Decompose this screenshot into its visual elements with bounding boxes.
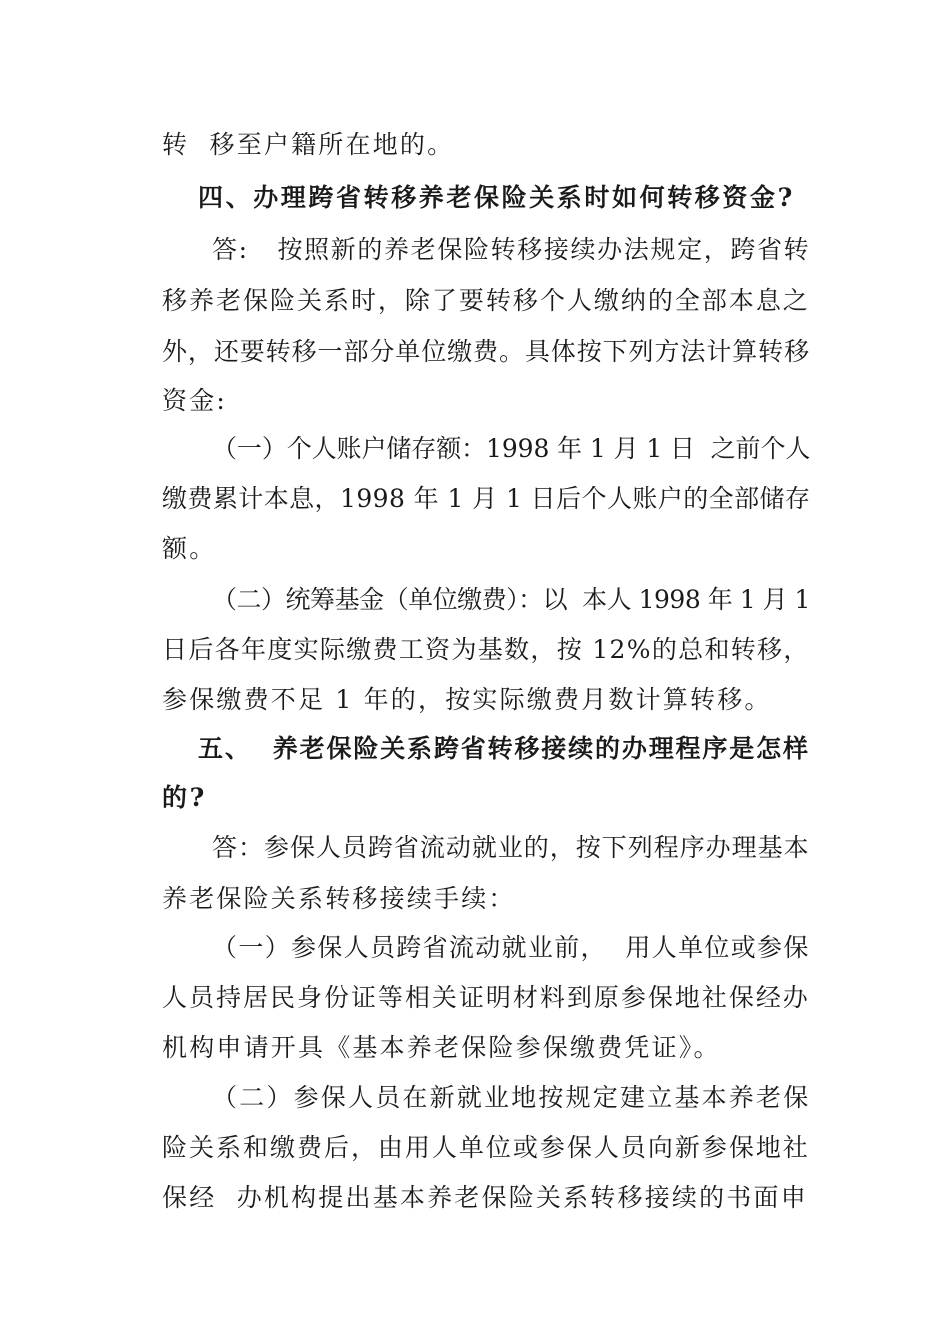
body-line: 外，还要转移一部分单位缴费。具体按下列方法计算转移 xyxy=(162,337,811,366)
answer-line: 答：参保人员跨省流动就业的，按下列程序办理基本 xyxy=(212,833,810,862)
section-heading-5-cont: 的? xyxy=(162,783,207,812)
body-line: 转 移至户籍所在地的。 xyxy=(162,130,455,159)
section-heading-5: 五、 养老保险关系跨省转移接续的办理程序是怎样 xyxy=(198,734,810,763)
list-item-line: （二）参保人员在新就业地按规定建立基本养老保 xyxy=(212,1083,811,1112)
body-line: 养老保险关系转移接续手续： xyxy=(162,884,516,913)
body-line: 参保缴费不足 1 年的，按实际缴费月数计算转移。 xyxy=(162,685,772,714)
body-line: 日后各年度实际缴费工资为基数，按 12%的总和转移， xyxy=(162,635,810,664)
body-line: 险关系和缴费后，由用人单位或参保人员向新参保地社 xyxy=(162,1133,810,1162)
body-line: 缴费累计本息，1998 年 1 月 1 日后个人账户的全部储存 xyxy=(162,484,811,513)
body-line: 额。 xyxy=(162,534,217,563)
body-line: 移养老保险关系时，除了要转移个人缴纳的全部本息之 xyxy=(162,286,810,315)
body-line: 人员持居民身份证等相关证明材料到原参保地社保经办 xyxy=(162,983,810,1012)
body-line: 机构申请开具《基本养老保险参保缴费凭证》。 xyxy=(162,1033,721,1062)
list-item-line: （二）统筹基金（单位缴费）：以 本人 1998 年 1 月 1 xyxy=(212,585,810,614)
body-line: 保经 办机构提出基本养老保险关系转移接续的书面申 xyxy=(162,1183,808,1212)
list-item-line: （一）参保人员跨省流动就业前， 用人单位或参保 xyxy=(212,933,810,962)
list-item-line: （一）个人账户储存额：1998 年 1 月 1 日 之前个人 xyxy=(212,434,811,463)
answer-line: 答: 按照新的养老保险转移接续办法规定，跨省转 xyxy=(212,235,811,264)
section-heading-4: 四、办理跨省转移养老保险关系时如何转移资金? xyxy=(198,183,795,212)
body-line: 资金: xyxy=(162,386,228,415)
